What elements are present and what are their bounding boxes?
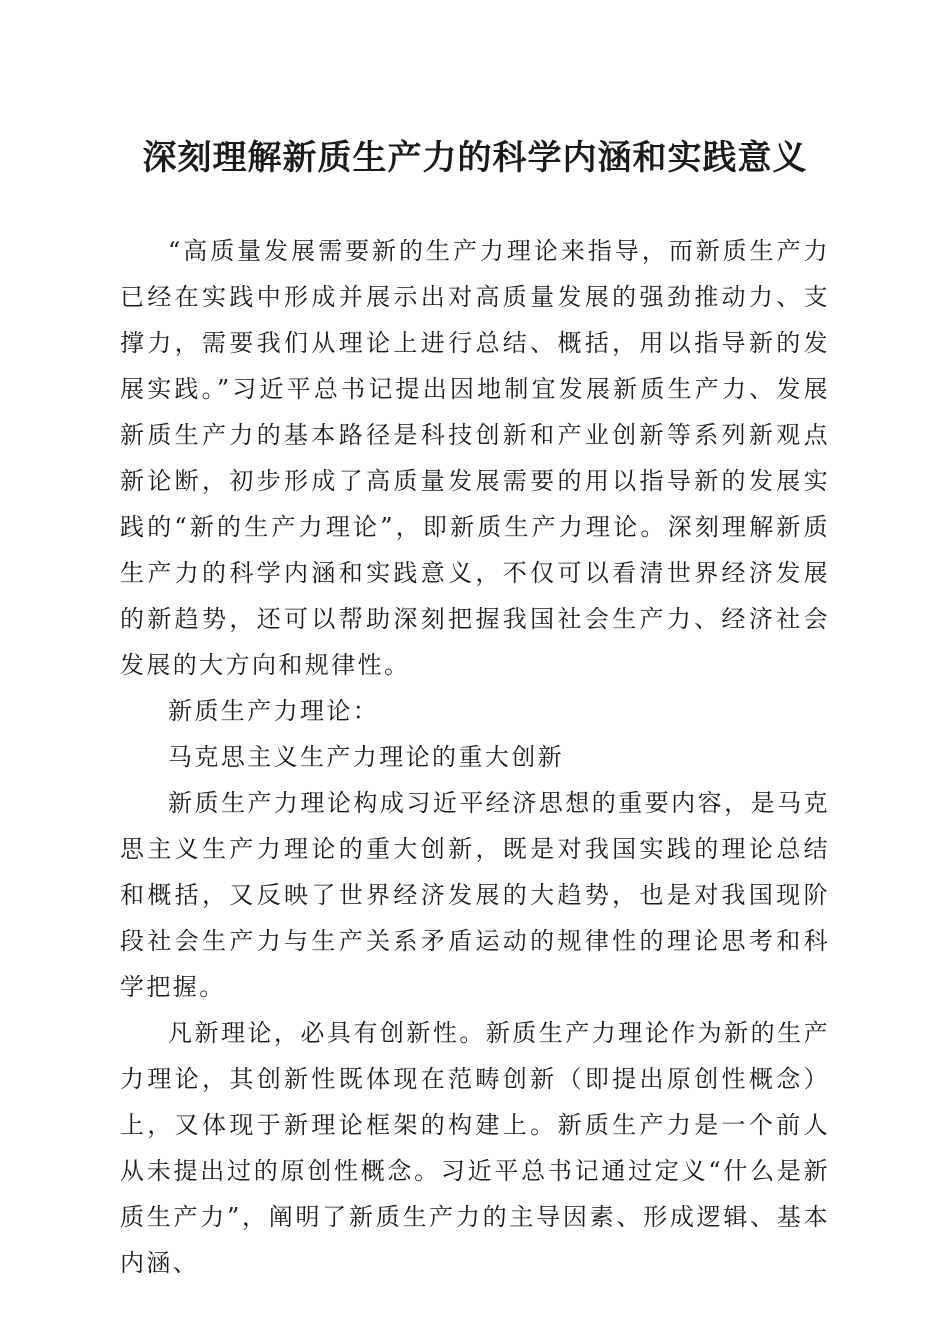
section-heading-line-1: 新质生产力理论： xyxy=(168,697,380,725)
paragraph-intro: “高质量发展需要新的生产力理论来指导，而新质生产力已经在实践中形成并展示出对高质量发展的强劲推动力、支撑力，需要我们从理论上进行总结、概括，用以指导新的发展实践。”习近平总书记提出因地制宜发展新质生产力、发展新质生产力的基本路径是科技创新和产业创新等系列新观点新论断，初步形成了高质量发展需要的用以指导新的发展实践的“新的生产力理论”，即新质生产力理论。深刻理解新质生产力的科学内涵和实践意义，不仅可以看清世界经济发展的新趋势，还可以帮助深刻把握我国社会生产力、经济社会发展的大方向和规律性。 xyxy=(120,237,830,679)
section-heading-line-2: 马克思主义生产力理论的重大创新 xyxy=(168,743,564,771)
document-title: 深刻理解新质生产力的科学内涵和实践意义 xyxy=(142,138,808,178)
document-body xyxy=(120,228,830,1286)
paragraph-theory: 新质生产力理论构成习近平经济思想的重要内容，是马克思主义生产力理论的重大创新，既是对我国实践的理论总结和概括，又反映了世界经济发展的大趋势，也是对我国现阶段社会生产力与生产关系矛盾运动的规律性的理论思考和科学把握。 xyxy=(120,789,830,1001)
paragraph-innovation: 凡新理论，必具有创新性。新质生产力理论作为新的生产力理论，其创新性既体现在范畴创新（即提出原创性概念）上，又体现于新理论框架的构建上。新质生产力是一个前人从未提出过的原创性概念。习近平总书记通过定义“什么是新质生产力”，阐明了新质生产力的主导因素、形成逻辑、基本内涵、 xyxy=(120,1019,830,1277)
